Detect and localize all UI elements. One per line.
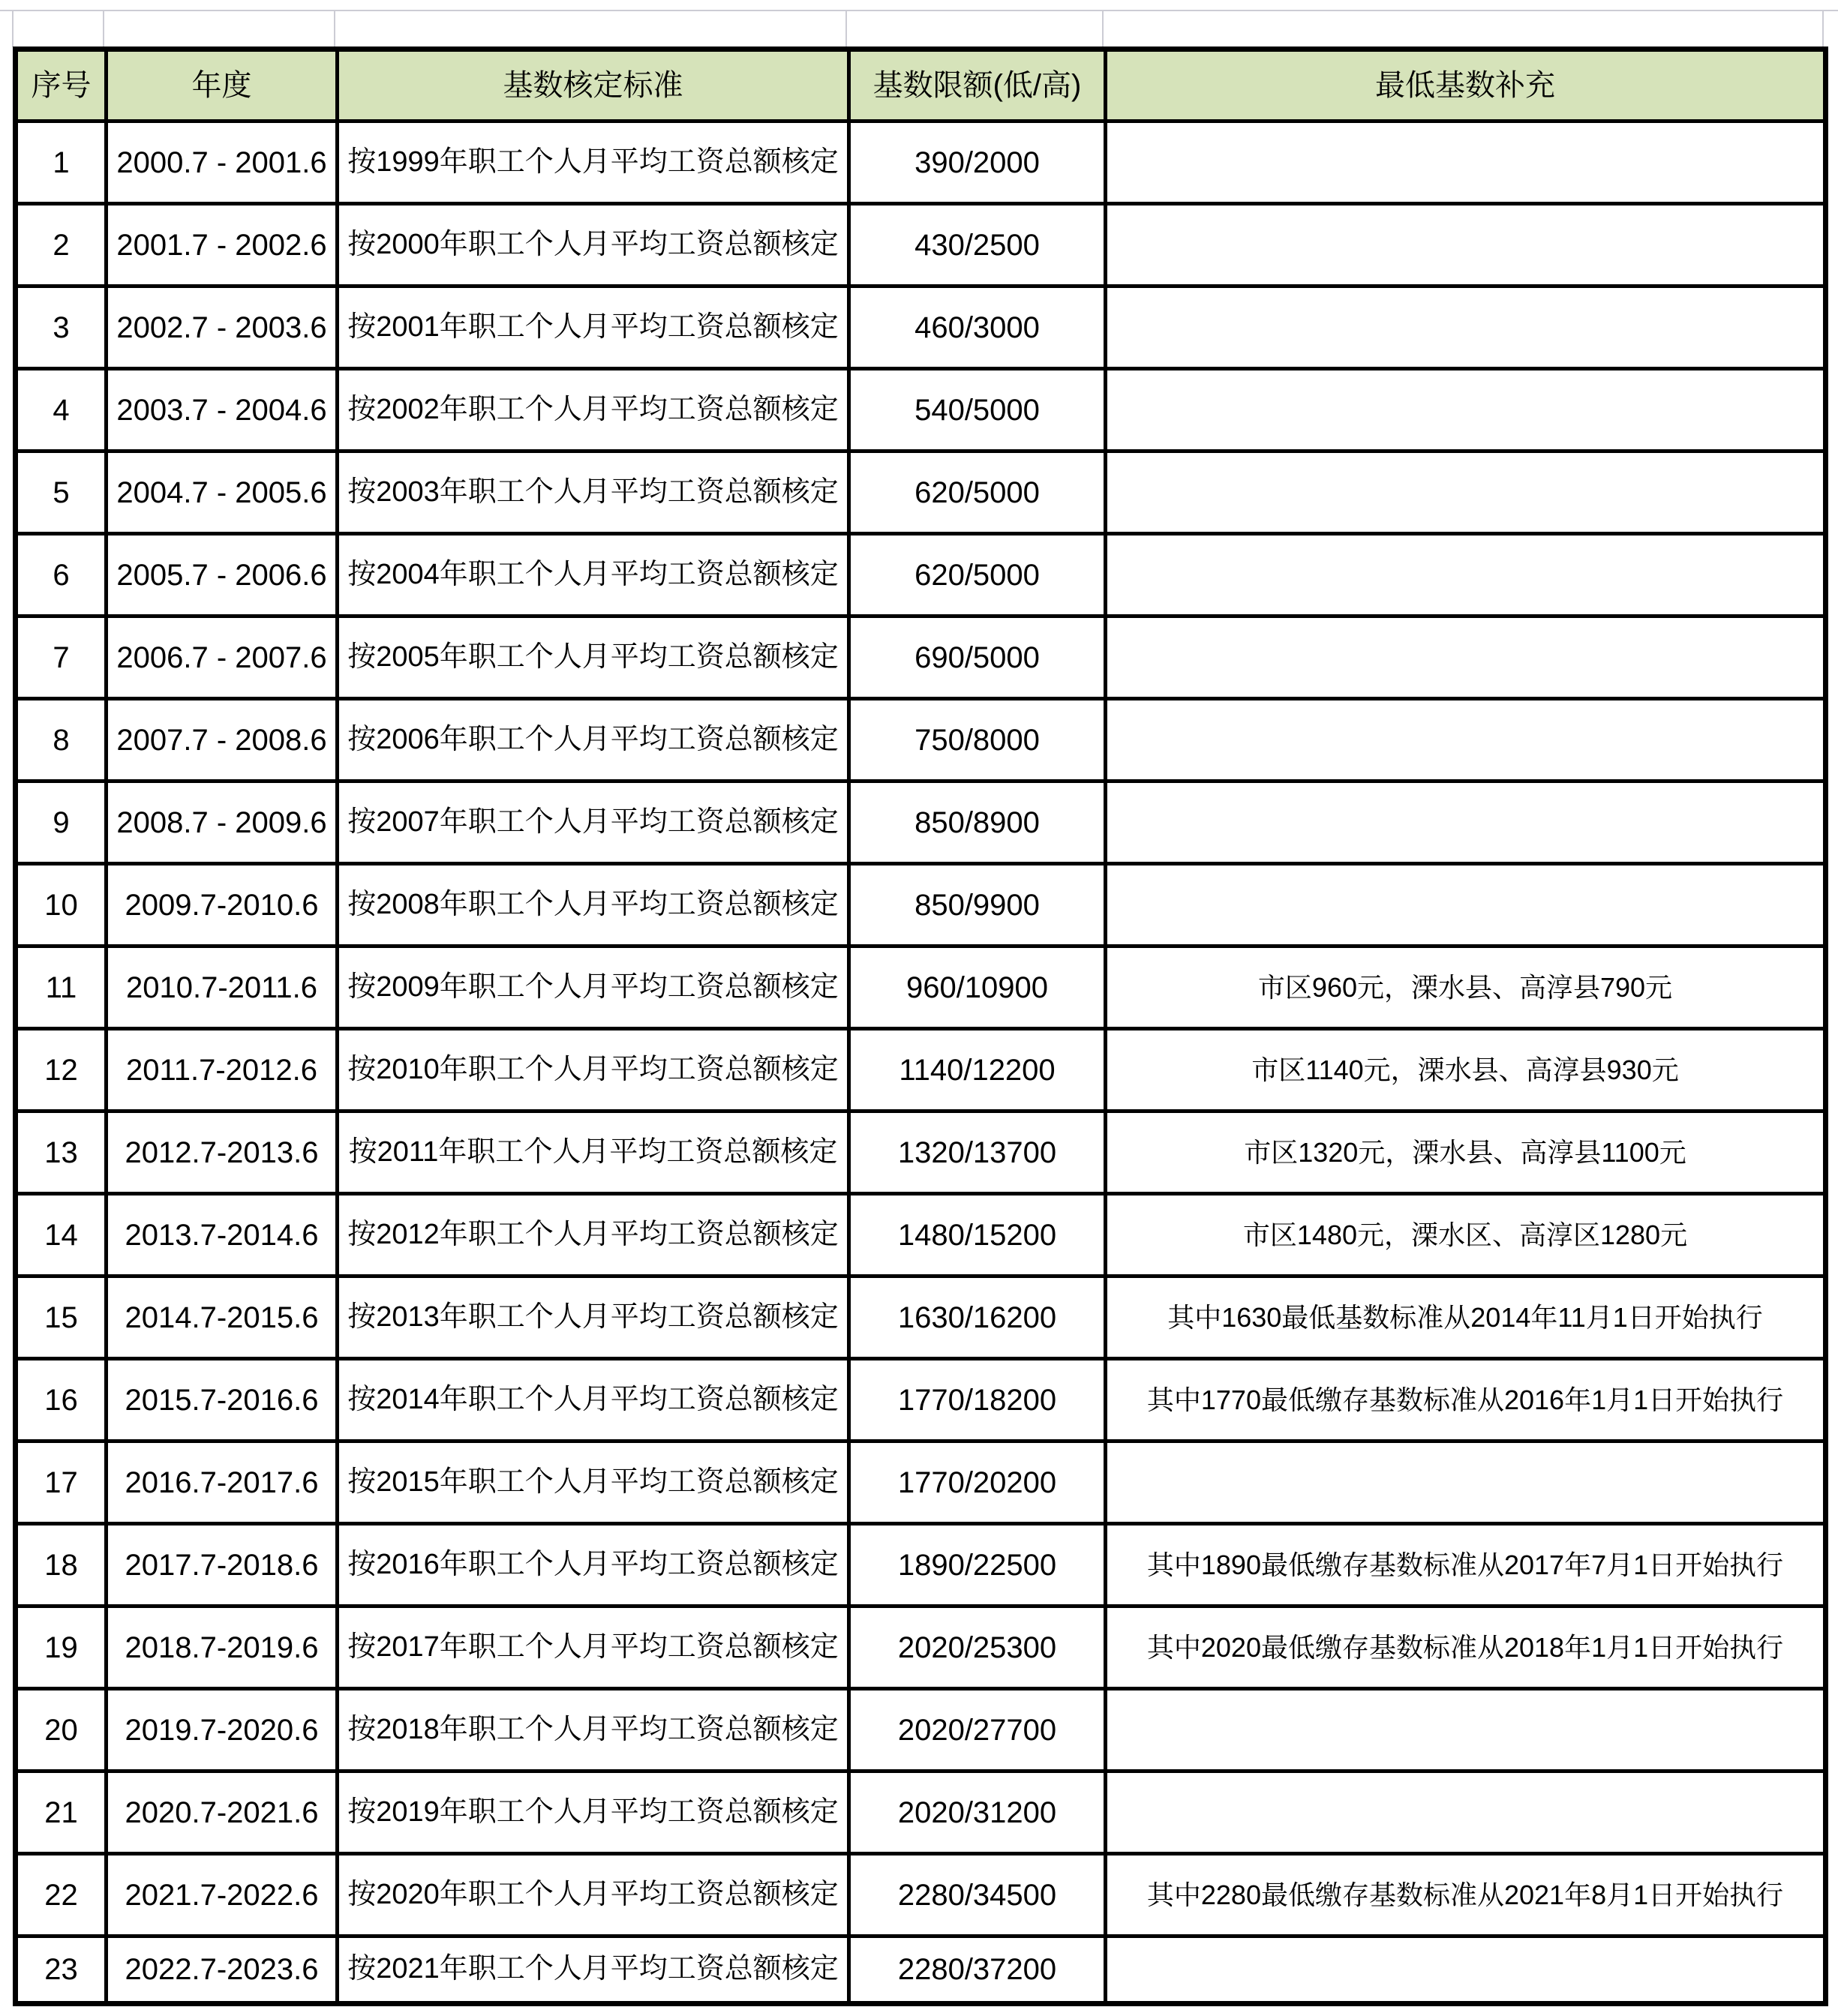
cell-supplement: 市区1320元，溧水县、高淳县1100元: [1106, 1112, 1826, 1194]
cell-standard: 按2011年职工个人月平均工资总额核定: [338, 1112, 849, 1194]
cell-standard: 按2017年职工个人月平均工资总额核定: [338, 1606, 849, 1689]
cell-supplement: [1106, 286, 1826, 369]
sheet-gridline-horizontal: [0, 10, 1838, 11]
cell-standard: 按2014年职工个人月平均工资总额核定: [338, 1359, 849, 1442]
cell-year: 2018.7-2019.6: [107, 1606, 338, 1689]
cell-standard: 按2012年职工个人月平均工资总额核定: [338, 1194, 849, 1276]
cell-supplement: [1106, 1936, 1826, 2004]
cell-supplement: [1106, 1689, 1826, 1772]
table-row: [16, 782, 1826, 864]
cell-seq: 19: [16, 1606, 107, 1689]
cell-seq: 10: [16, 864, 107, 946]
sheet-gridline-vertical: [1822, 10, 1824, 47]
cell-limit: 2280/34500: [849, 1854, 1106, 1936]
table-row: [16, 369, 1826, 452]
cell-limit: 1140/12200: [849, 1029, 1106, 1112]
cell-standard: 按2009年职工个人月平均工资总额核定: [338, 946, 849, 1029]
cell-seq: 3: [16, 286, 107, 369]
cell-year: 2017.7-2018.6: [107, 1524, 338, 1606]
cell-standard: 按2004年职工个人月平均工资总额核定: [338, 534, 849, 616]
cell-seq: 13: [16, 1112, 107, 1194]
cell-limit: 430/2500: [849, 204, 1106, 286]
table-row: [16, 1276, 1826, 1359]
column-header-standard: 基数核定标准: [338, 50, 849, 122]
cell-supplement: [1106, 1442, 1826, 1524]
cell-supplement: [1106, 699, 1826, 782]
table-row: [16, 1854, 1826, 1936]
cell-limit: 620/5000: [849, 534, 1106, 616]
cell-year: 2008.7 - 2009.6: [107, 782, 338, 864]
column-header-year: 年度: [107, 50, 338, 122]
cell-limit: 1320/13700: [849, 1112, 1106, 1194]
cell-limit: 2020/27700: [849, 1689, 1106, 1772]
sheet-gridline-vertical: [103, 10, 104, 47]
table-row: [16, 1772, 1826, 1854]
cell-standard: 按2020年职工个人月平均工资总额核定: [338, 1854, 849, 1936]
cell-standard: 按2021年职工个人月平均工资总额核定: [338, 1936, 849, 2004]
cell-supplement: 其中1770最低缴存基数标准从2016年1月1日开始执行: [1106, 1359, 1826, 1442]
table-row: [16, 122, 1826, 204]
cell-limit: 460/3000: [849, 286, 1106, 369]
cell-supplement: 市区1480元，溧水区、高淳区1280元: [1106, 1194, 1826, 1276]
cell-seq: 11: [16, 946, 107, 1029]
column-header-supplement: 最低基数补充: [1106, 50, 1826, 122]
cell-limit: 1630/16200: [849, 1276, 1106, 1359]
sheet-gridline-vertical: [334, 10, 335, 47]
cell-year: 2002.7 - 2003.6: [107, 286, 338, 369]
cell-standard: 按2006年职工个人月平均工资总额核定: [338, 699, 849, 782]
cell-year: 2014.7-2015.6: [107, 1276, 338, 1359]
cell-limit: 2020/31200: [849, 1772, 1106, 1854]
table-header: [16, 50, 1826, 122]
cell-supplement: [1106, 204, 1826, 286]
cell-year: 2022.7-2023.6: [107, 1936, 338, 2004]
cell-limit: 540/5000: [849, 369, 1106, 452]
cell-standard: 按2005年职工个人月平均工资总额核定: [338, 616, 849, 699]
column-header-seq: 序号: [16, 50, 107, 122]
cell-standard: 按2013年职工个人月平均工资总额核定: [338, 1276, 849, 1359]
cell-seq: 23: [16, 1936, 107, 2004]
cell-year: 2015.7-2016.6: [107, 1359, 338, 1442]
cell-supplement: 市区1140元，溧水县、高淳县930元: [1106, 1029, 1826, 1112]
cell-limit: 850/8900: [849, 782, 1106, 864]
cell-supplement: [1106, 864, 1826, 946]
cell-year: 2020.7-2021.6: [107, 1772, 338, 1854]
cell-seq: 20: [16, 1689, 107, 1772]
cell-year: 2009.7-2010.6: [107, 864, 338, 946]
cell-standard: 按2015年职工个人月平均工资总额核定: [338, 1442, 849, 1524]
cell-year: 2001.7 - 2002.6: [107, 204, 338, 286]
cell-year: 2019.7-2020.6: [107, 1689, 338, 1772]
table-row: [16, 1936, 1826, 2004]
cell-standard: 按2008年职工个人月平均工资总额核定: [338, 864, 849, 946]
cell-year: 2005.7 - 2006.6: [107, 534, 338, 616]
column-header-limit: 基数限额(低/高): [849, 50, 1106, 122]
cell-standard: 按2000年职工个人月平均工资总额核定: [338, 204, 849, 286]
cell-standard: 按2001年职工个人月平均工资总额核定: [338, 286, 849, 369]
table-row: [16, 204, 1826, 286]
cell-year: 2016.7-2017.6: [107, 1442, 338, 1524]
cell-seq: 6: [16, 534, 107, 616]
sheet-gridline-vertical: [12, 10, 14, 47]
cell-seq: 21: [16, 1772, 107, 1854]
cell-standard: 按2002年职工个人月平均工资总额核定: [338, 369, 849, 452]
cell-year: 2013.7-2014.6: [107, 1194, 338, 1276]
cell-standard: 按2016年职工个人月平均工资总额核定: [338, 1524, 849, 1606]
cell-limit: 1480/15200: [849, 1194, 1106, 1276]
cell-standard: 按2019年职工个人月平均工资总额核定: [338, 1772, 849, 1854]
cell-supplement: 其中2020最低缴存基数标准从2018年1月1日开始执行: [1106, 1606, 1826, 1689]
cell-seq: 1: [16, 122, 107, 204]
cell-seq: 12: [16, 1029, 107, 1112]
cell-standard: 按1999年职工个人月平均工资总额核定: [338, 122, 849, 204]
cell-seq: 16: [16, 1359, 107, 1442]
cell-seq: 2: [16, 204, 107, 286]
cell-supplement: [1106, 452, 1826, 534]
table-row: [16, 1194, 1826, 1276]
table-row: [16, 1112, 1826, 1194]
table-row: [16, 1359, 1826, 1442]
cell-seq: 7: [16, 616, 107, 699]
cell-limit: 690/5000: [849, 616, 1106, 699]
table-body: [16, 122, 1826, 2004]
table-row: [16, 616, 1826, 699]
cell-limit: 960/10900: [849, 946, 1106, 1029]
cell-limit: 390/2000: [849, 122, 1106, 204]
cell-standard: 按2010年职工个人月平均工资总额核定: [338, 1029, 849, 1112]
cell-year: 2004.7 - 2005.6: [107, 452, 338, 534]
cell-seq: 8: [16, 699, 107, 782]
cell-seq: 22: [16, 1854, 107, 1936]
table-row: [16, 286, 1826, 369]
cell-supplement: 其中1890最低缴存基数标准从2017年7月1日开始执行: [1106, 1524, 1826, 1606]
cell-supplement: 其中1630最低基数标准从2014年11月1日开始执行: [1106, 1276, 1826, 1359]
cell-supplement: 市区960元，溧水县、高淳县790元: [1106, 946, 1826, 1029]
cell-seq: 18: [16, 1524, 107, 1606]
cell-seq: 4: [16, 369, 107, 452]
cell-limit: 2020/25300: [849, 1606, 1106, 1689]
cell-year: 2007.7 - 2008.6: [107, 699, 338, 782]
cell-year: 2010.7-2011.6: [107, 946, 338, 1029]
cell-seq: 15: [16, 1276, 107, 1359]
table-row: [16, 1524, 1826, 1606]
cell-standard: 按2018年职工个人月平均工资总额核定: [338, 1689, 849, 1772]
cell-standard: 按2003年职工个人月平均工资总额核定: [338, 452, 849, 534]
cell-year: 2021.7-2022.6: [107, 1854, 338, 1936]
table-row: [16, 1606, 1826, 1689]
table-row: [16, 1442, 1826, 1524]
table-row: [16, 452, 1826, 534]
deposit-base-table: [13, 46, 1828, 2006]
cell-year: 2006.7 - 2007.6: [107, 616, 338, 699]
cell-supplement: [1106, 782, 1826, 864]
cell-seq: 5: [16, 452, 107, 534]
cell-year: 2011.7-2012.6: [107, 1029, 338, 1112]
cell-limit: 1890/22500: [849, 1524, 1106, 1606]
cell-year: 2003.7 - 2004.6: [107, 369, 338, 452]
cell-seq: 9: [16, 782, 107, 864]
cell-limit: 620/5000: [849, 452, 1106, 534]
table-row: [16, 1689, 1826, 1772]
cell-limit: 1770/20200: [849, 1442, 1106, 1524]
cell-year: 2012.7-2013.6: [107, 1112, 338, 1194]
cell-supplement: [1106, 1772, 1826, 1854]
cell-limit: 750/8000: [849, 699, 1106, 782]
cell-year: 2000.7 - 2001.6: [107, 122, 338, 204]
sheet-gridline-vertical: [845, 10, 847, 47]
cell-supplement: [1106, 534, 1826, 616]
table-row: [16, 699, 1826, 782]
cell-supplement: [1106, 616, 1826, 699]
table-row: [16, 1029, 1826, 1112]
sheet-gridline-vertical: [1102, 10, 1104, 47]
table-row: [16, 534, 1826, 616]
table-row: [16, 946, 1826, 1029]
header-row: [16, 50, 1826, 122]
cell-supplement: 其中2280最低缴存基数标准从2021年8月1日开始执行: [1106, 1854, 1826, 1936]
cell-limit: 2280/37200: [849, 1936, 1106, 2004]
cell-supplement: [1106, 369, 1826, 452]
cell-supplement: [1106, 122, 1826, 204]
cell-limit: 1770/18200: [849, 1359, 1106, 1442]
table-row: [16, 864, 1826, 946]
cell-seq: 17: [16, 1442, 107, 1524]
cell-standard: 按2007年职工个人月平均工资总额核定: [338, 782, 849, 864]
cell-limit: 850/9900: [849, 864, 1106, 946]
cell-seq: 14: [16, 1194, 107, 1276]
